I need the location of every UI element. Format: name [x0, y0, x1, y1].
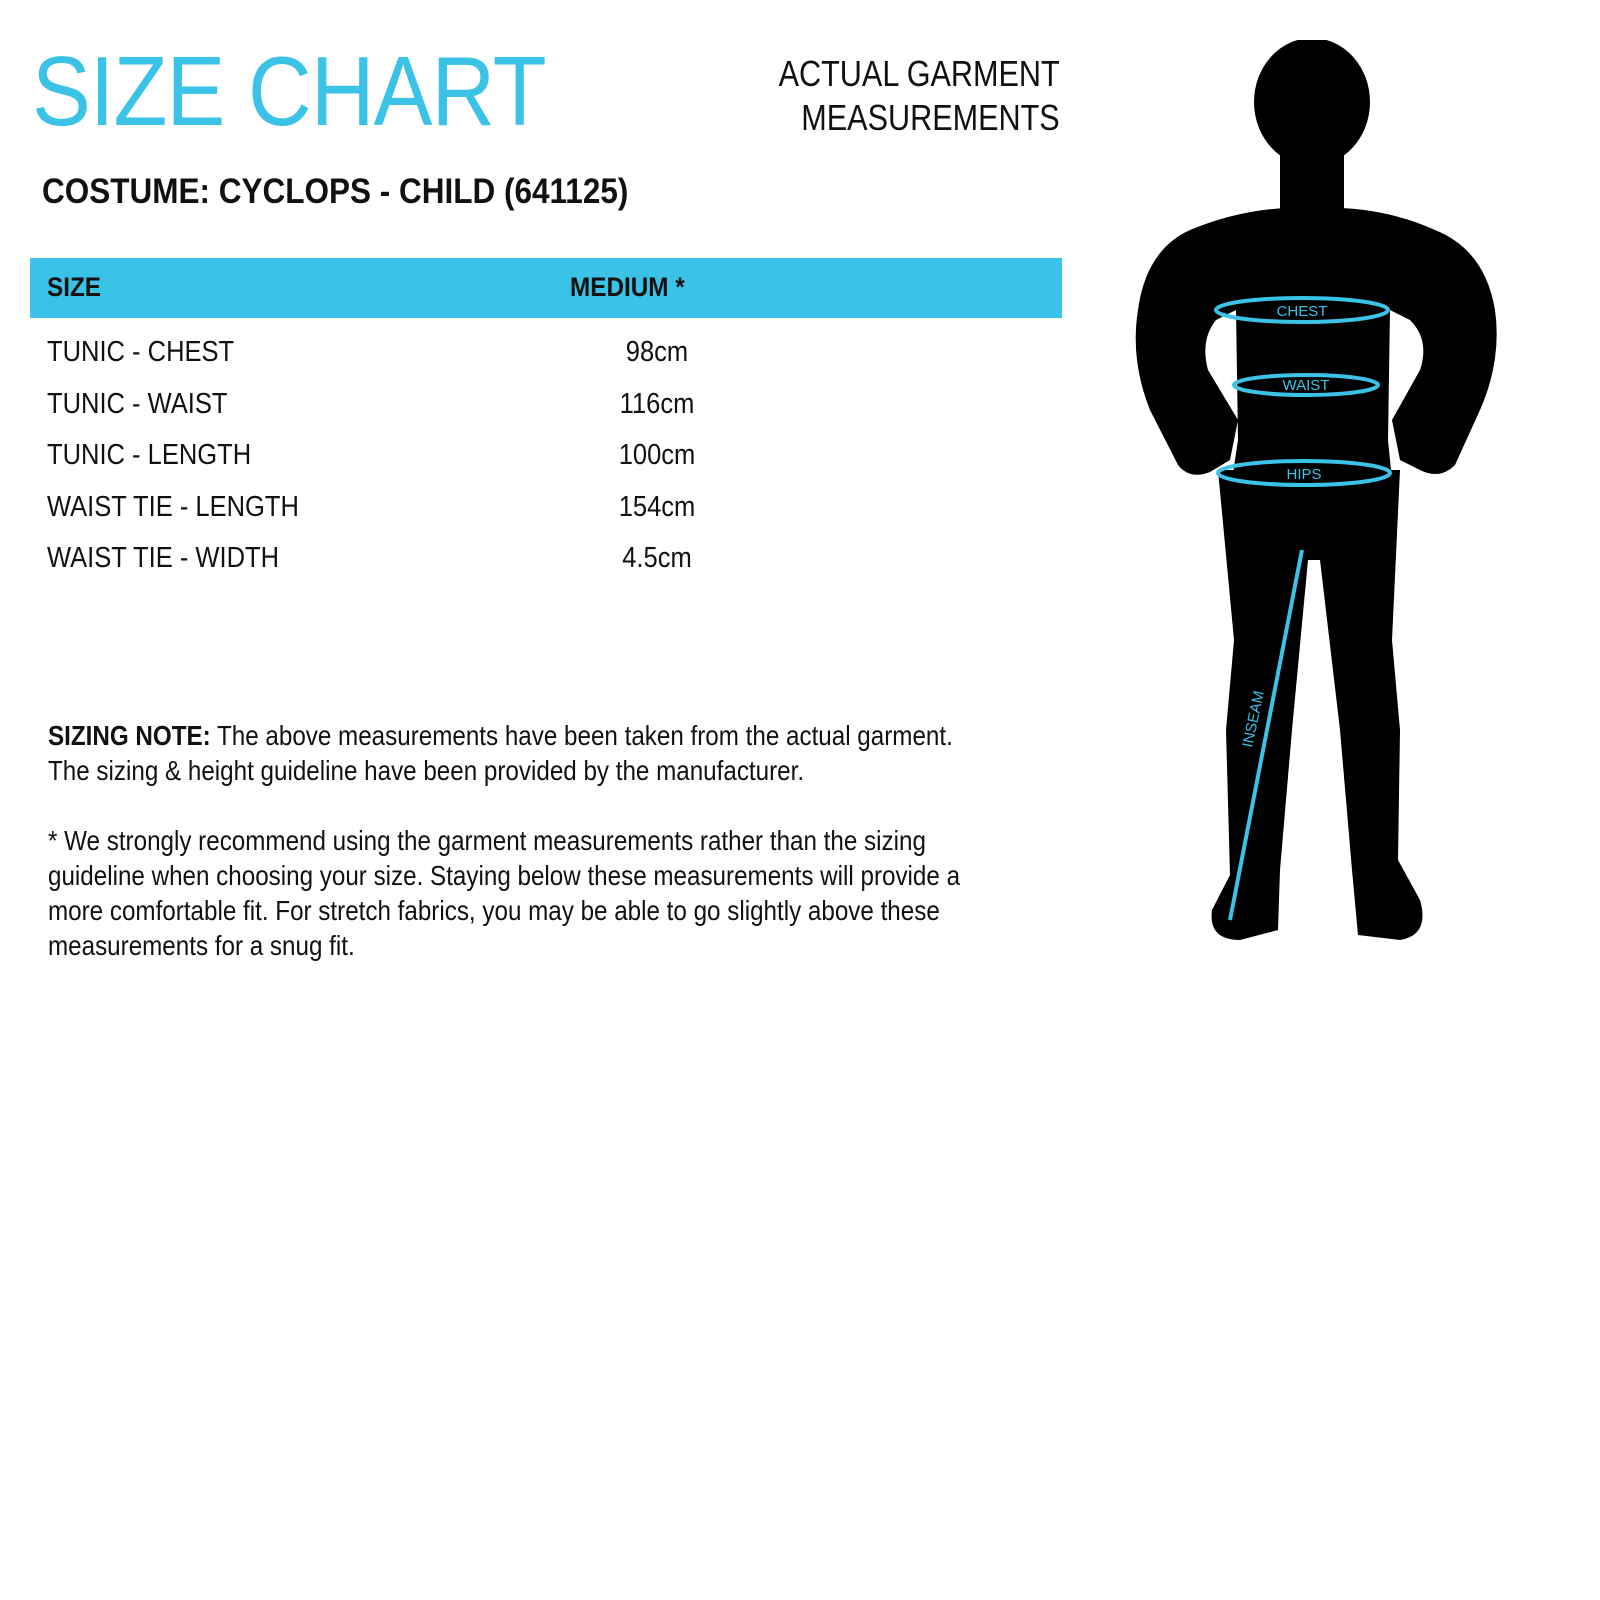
- table-row: [30, 483, 1062, 535]
- hips-label: HIPS: [1286, 466, 1322, 483]
- table-header: [30, 258, 1062, 318]
- inseam-label: INSEAM: [1239, 689, 1268, 749]
- row-value: 4.5cm: [622, 542, 692, 574]
- row-value: 100cm: [618, 439, 696, 471]
- subtitle-line-2: MEASUREMENTS: [801, 97, 1060, 138]
- sizing-note-text: The above measurements have been taken from the actual garment. The sizing & height guideline have been provided by the manufacturer.: [48, 720, 953, 786]
- page-title: SIZE CHART: [32, 36, 546, 146]
- row-label: WAIST TIE - WIDTH: [47, 542, 280, 574]
- silhouette-shape: [1136, 40, 1497, 940]
- sizing-note: [48, 718, 972, 788]
- sizing-notes: [48, 718, 972, 998]
- body-silhouette: [1130, 40, 1550, 970]
- row-value: 116cm: [619, 387, 695, 420]
- table-row: [30, 534, 1062, 586]
- subtitle-line-1: ACTUAL GARMENT: [778, 53, 1060, 94]
- chest-label: CHEST: [1276, 303, 1328, 320]
- costume-name: COSTUME: CYCLOPS - CHILD (641125): [42, 172, 629, 211]
- table-row: [30, 380, 1062, 432]
- measurements-table: [30, 328, 1062, 586]
- row-value: 154cm: [618, 490, 696, 523]
- table-row: [30, 431, 1062, 483]
- row-value: 98cm: [625, 336, 689, 368]
- row-label: TUNIC - CHEST: [47, 336, 235, 368]
- row-label: TUNIC - WAIST: [47, 387, 228, 420]
- waist-label: WAIST: [1282, 377, 1330, 394]
- sizing-note-label: SIZING NOTE:: [48, 720, 211, 751]
- table-row: [30, 328, 1062, 380]
- recommendation-note: * We strongly recommend using the garment measurements rather than the sizing guideline when choosing your size. Staying below these measurements will provide a more comfortable fit. For stretch fabrics, you may be able to go slightly above these measurements for a snug fit.: [48, 825, 961, 961]
- row-label: TUNIC - LENGTH: [47, 439, 252, 471]
- header-size: SIZE: [47, 272, 102, 302]
- header-medium: MEDIUM *: [570, 272, 685, 302]
- row-label: WAIST TIE - LENGTH: [47, 490, 299, 523]
- subtitle: [779, 52, 1060, 140]
